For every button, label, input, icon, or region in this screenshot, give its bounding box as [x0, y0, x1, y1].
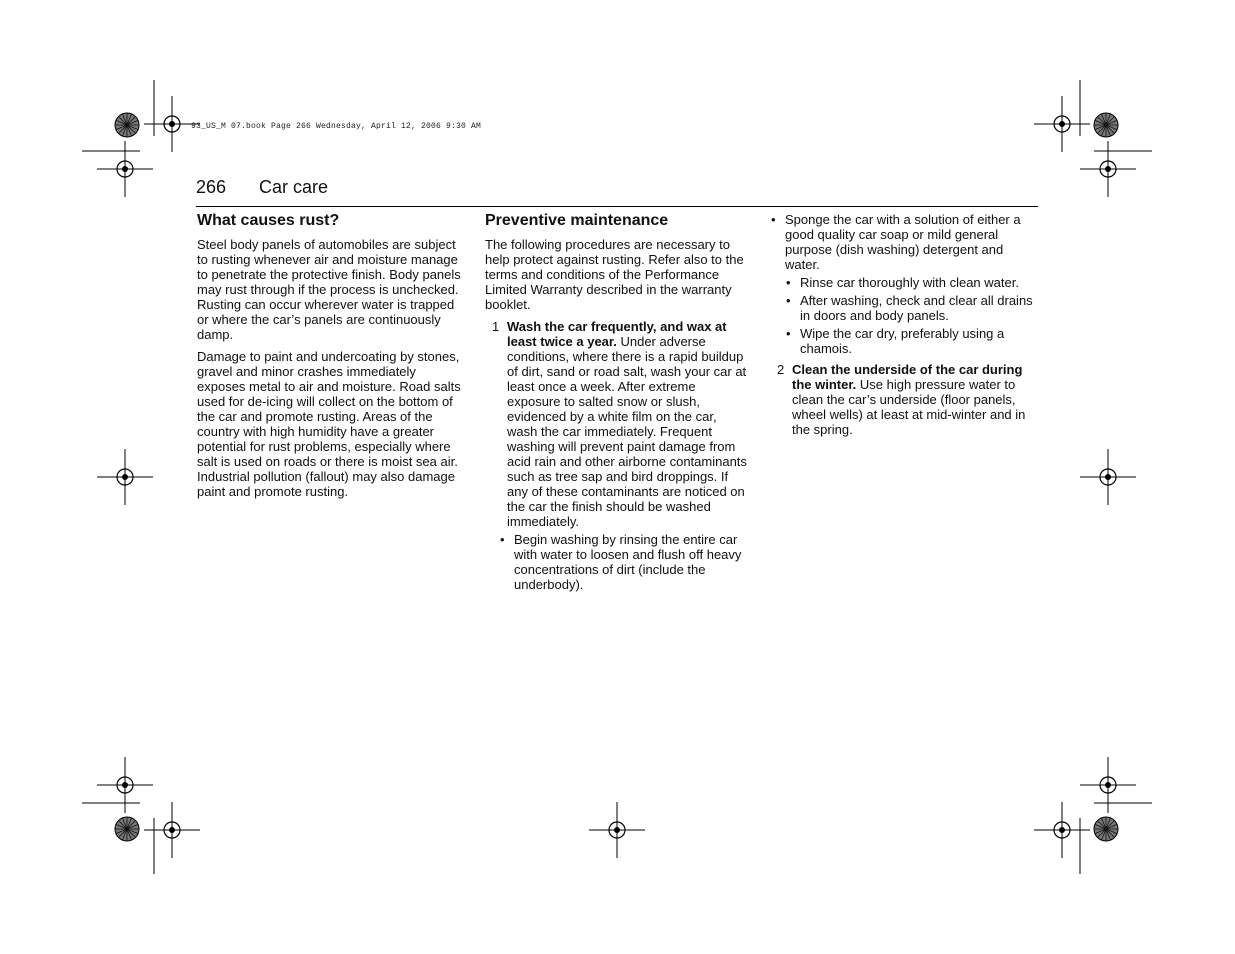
bullet-item: • Begin washing by rinsing the entire car with water to loosen and flush off heavy concentrations of dirt (include the underbody).: [499, 532, 749, 592]
bullet-item: • Rinse car thoroughly with clean water.: [785, 275, 1038, 290]
page-number: 266: [196, 177, 227, 197]
item-lead: Clean the underside of the car during the winter.: [792, 362, 1023, 392]
section-title: Car care: [259, 177, 329, 197]
bullet-item: • Wipe the car dry, preferably using a chamois.: [785, 326, 1038, 356]
column-rust: [197, 212, 463, 506]
numbered-item: [485, 319, 749, 529]
numbered-item: [770, 362, 1038, 437]
item-text: Under adverse conditions, where there is a rapid buildup of dirt, sand or road salt, wash your car at least once a week. After extreme exposure to salted snow or slush, evidenced by a white film on the car, wash the car immediately. Frequent washing will prevent paint damage from acid rain and other airborne contaminants such as tree sap and bird droppings. If any of these contaminants are noticed on the car the finish should be washed immediately.: [507, 334, 747, 529]
heading-preventive-maintenance: Preventive maintenance: [485, 212, 669, 229]
page-header: [196, 176, 1038, 207]
bullet-item: • Sponge the car with a solution of either a good quality car soap or mild general purpose (dish washing) detergent and water.: [770, 212, 1038, 272]
column-preventive: [485, 212, 749, 595]
heading-what-causes-rust: What causes rust?: [197, 212, 340, 229]
item-lead: Wash the car frequently, and wax at least twice a year.: [507, 319, 727, 349]
paragraph: Damage to paint and undercoating by stones, gravel and minor crashes immediately exposes metal to air and moisture. Road salts used for de-icing will collect on the bottom of the car and promote rusting. Areas of the country with high humidity have a greater potential for rust problems, especially where salt is used on roads or there is moist sea air. Industrial pollution (fallout) may also damage paint and promote rusting.: [197, 349, 461, 499]
paragraph: The following procedures are necessary to help protect against rusting. Refer also to the terms and conditions of the Performance Limited Warranty described in the warranty booklet.: [485, 237, 744, 312]
item-text: Use high pressure water to clean the car’s underside (floor panels, wheel wells) at least at mid-winter and in the spring.: [792, 377, 1026, 437]
print-slug: 93_US_M 07.book Page 266 Wednesday, April 12, 2006 9:30 AM: [191, 122, 482, 131]
bullet-item: • After washing, check and clear all drains in doors and body panels.: [785, 293, 1038, 323]
item-number: 1: [492, 319, 500, 334]
paragraph: Steel body panels of automobiles are subject to rusting whenever air and moisture manage to penetrate the protective finish. Body panels may rust through if the process is unchecked. Rusting can occur wherever water is trapped or where the car’s panels are continuously damp.: [197, 237, 461, 342]
column-continued: [770, 212, 1038, 440]
item-number: 2: [777, 362, 785, 377]
